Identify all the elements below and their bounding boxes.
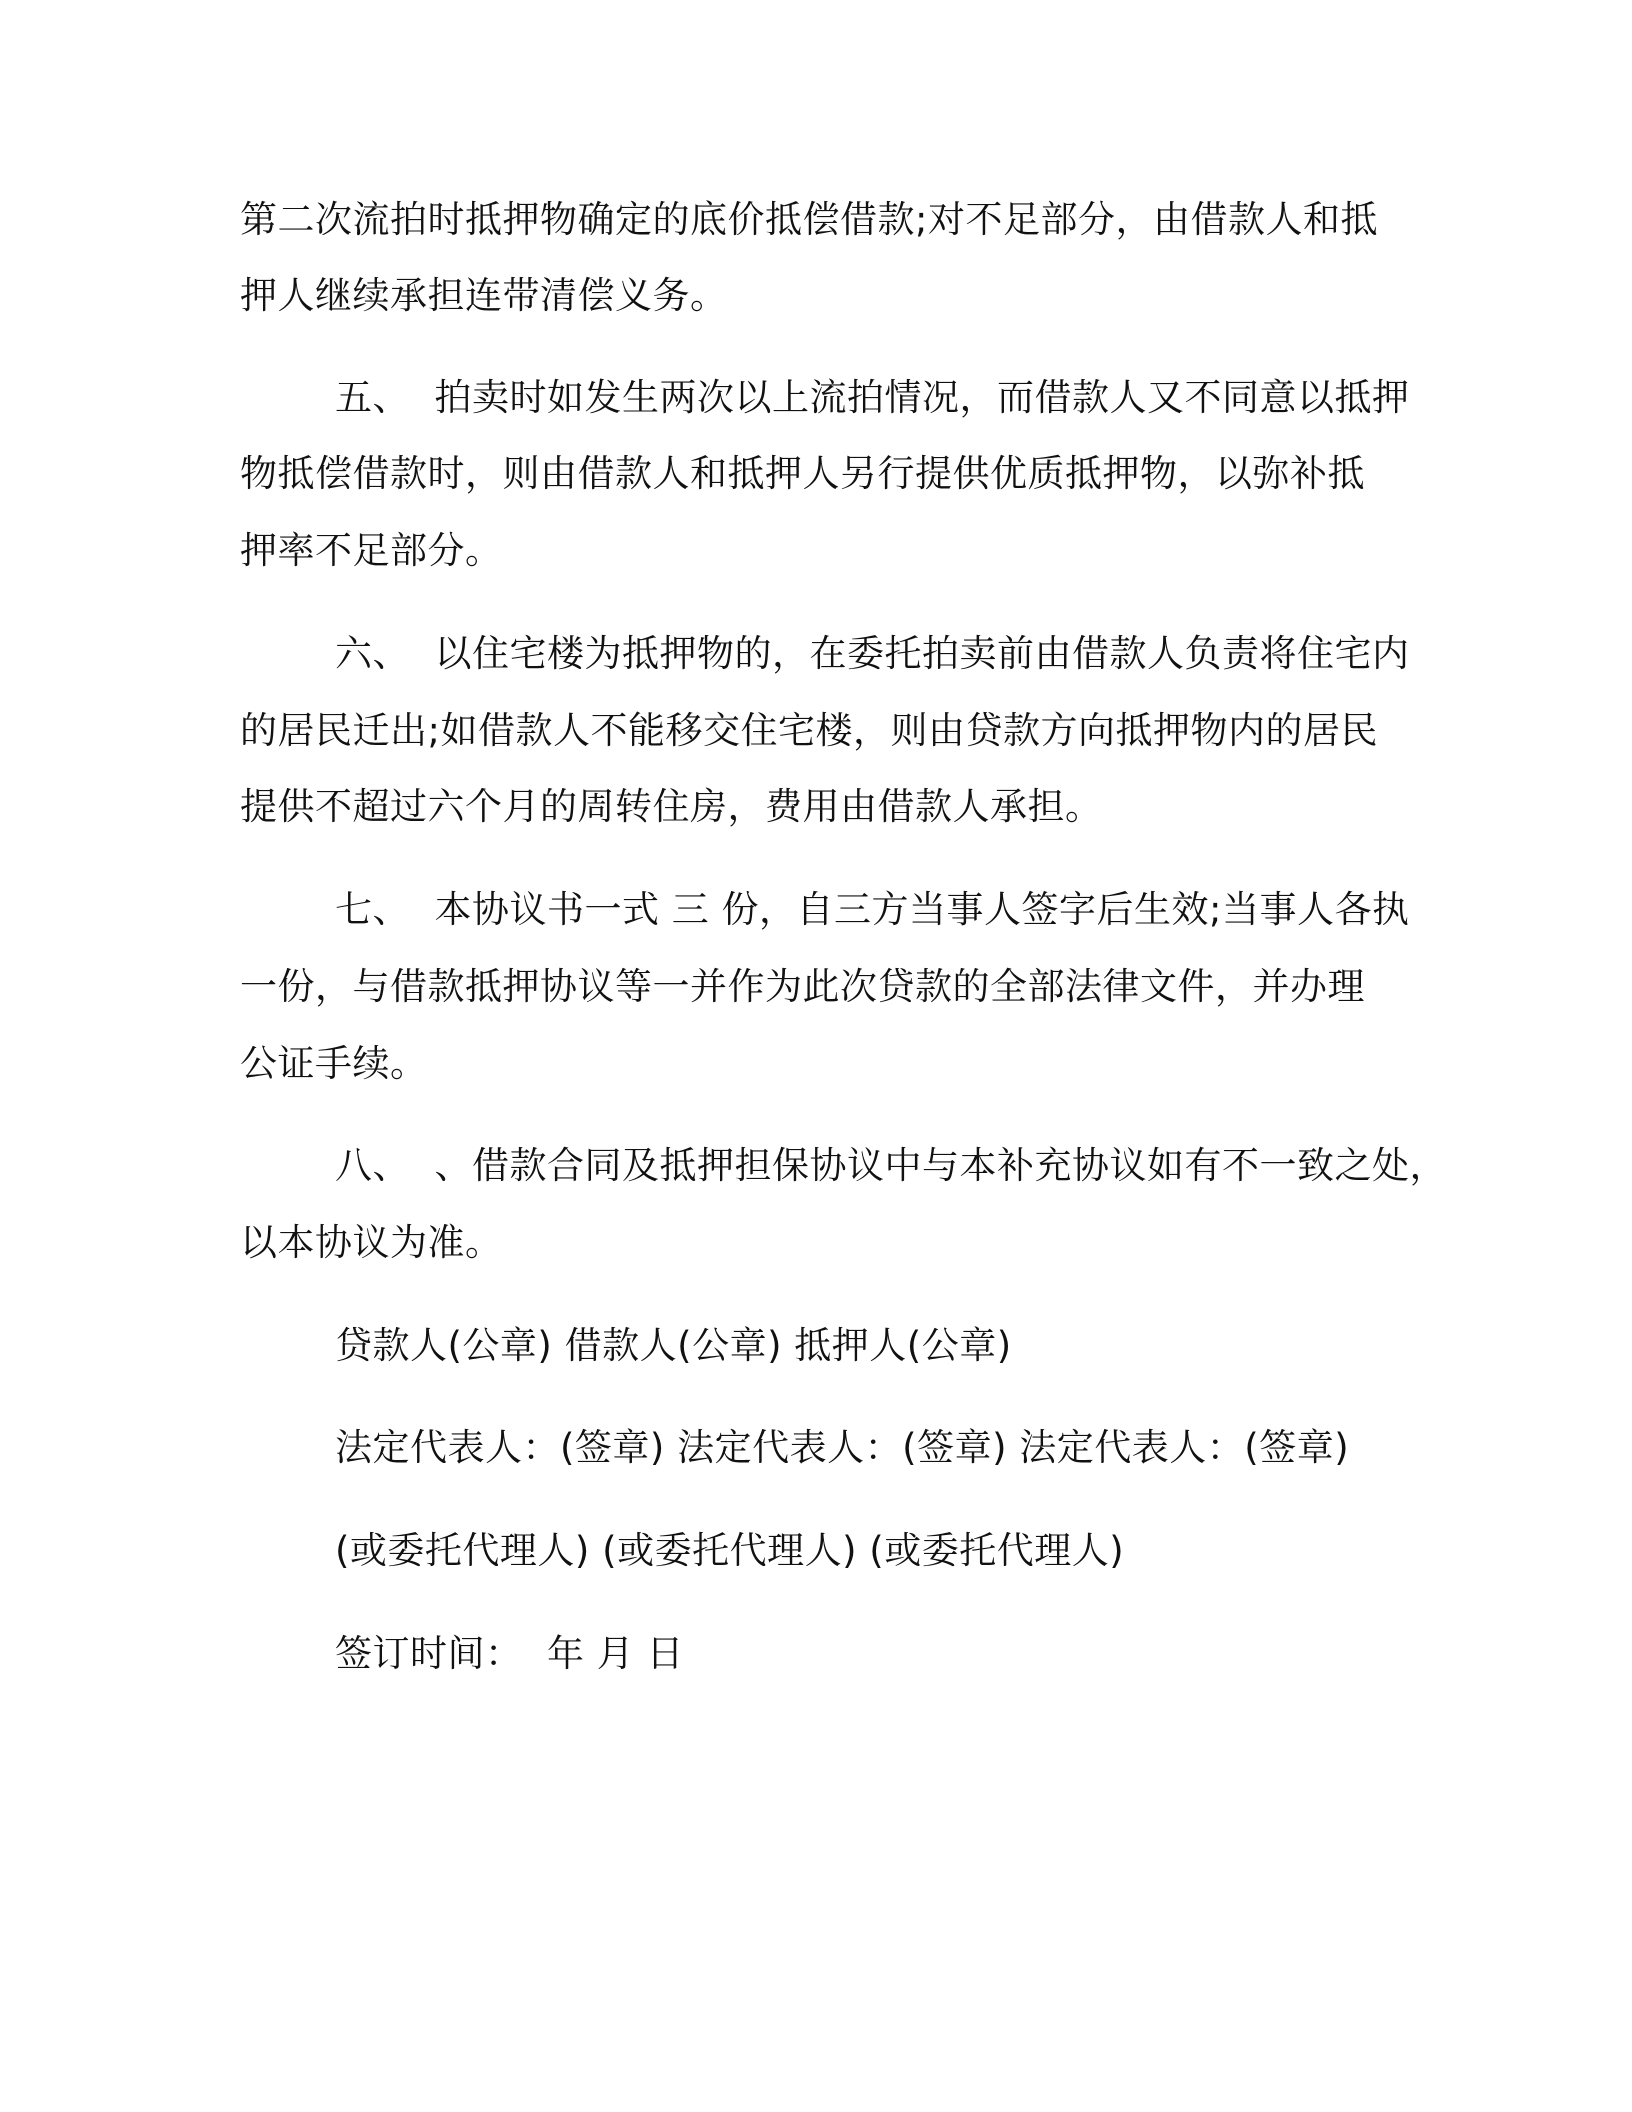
clause-5-line-1 [335,374,1410,422]
clause-8-text: 、借款合同及抵押担保协议中与本补充协议如有不一致之处， [434,1144,1448,1187]
signature-parties: 贷款人(公章) 借款人(公章) 抵押人(公章) [335,1324,1012,1367]
clause-6-text: 以住宅楼为抵押物的，在委托拍卖前由借款人负责将住宅内 [434,632,1410,675]
clause-8-line-1 [335,1142,1447,1190]
clause-7-line-2: 一份，与借款抵押协议等一并作为此次贷款的全部法律文件，并办理 [240,965,1365,1008]
clause-8-line-2: 以本协议为准。 [240,1221,503,1264]
continuation-line-2: 押人继续承担连带清偿义务。 [240,274,728,317]
signature-agents: (或委托代理人) (或委托代理人) (或委托代理人) [335,1529,1125,1572]
clause-5-text: 拍卖时如发生两次以上流拍情况，而借款人又不同意以抵押 [434,376,1410,419]
signature-representatives: 法定代表人：(签章) 法定代表人：(签章) 法定代表人：(签章) [335,1426,1350,1469]
clause-7-text: 本协议书一式 三 份，自三方当事人签字后生效;当事人各执 [434,888,1410,931]
clause-6-line-1 [335,630,1410,678]
signing-date: 签订时间： 年 月 日 [335,1632,685,1675]
clause-6-line-3: 提供不超过六个月的周转住房，费用由借款人承担。 [240,785,1103,828]
clause-7-line-3: 公证手续。 [240,1042,428,1085]
clause-6-number: 六、 [335,632,410,675]
clause-7-line-1 [335,886,1410,934]
clause-5-line-3: 押率不足部分。 [240,529,503,572]
clause-6-line-2: 的居民迁出;如借款人不能移交住宅楼，则由贷款方向抵押物内的居民 [240,709,1378,752]
clause-8-number: 八、 [335,1144,410,1187]
clause-5-line-2: 物抵偿借款时，则由借款人和抵押人另行提供优质抵押物，以弥补抵 [240,452,1365,495]
clause-7-number: 七、 [335,888,410,931]
clause-5-number: 五、 [335,376,410,419]
continuation-line-1: 第二次流拍时抵押物确定的底价抵偿借款;对不足部分，由借款人和抵 [240,198,1378,241]
